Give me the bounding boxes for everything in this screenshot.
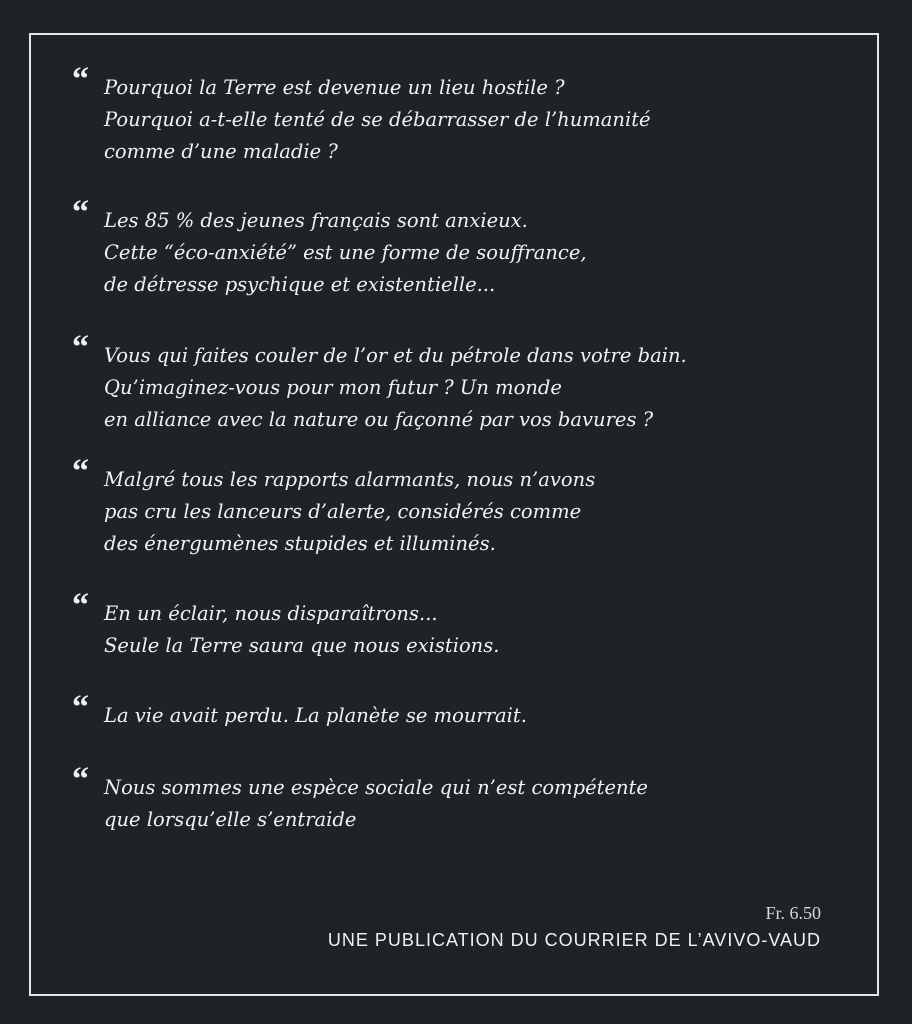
quote-6 <box>72 689 852 732</box>
quote-2 <box>72 194 852 301</box>
quote-line: que lorsqu’elle s’entraide <box>104 808 357 831</box>
quote-mark: “ <box>72 587 89 624</box>
quote-line: en alliance avec la nature ou façonné par vos bavures ? <box>104 408 654 431</box>
quote-line: Pourquoi a-t-elle tenté de se débarrasser de l’humanité <box>104 108 651 131</box>
quote-line: de détresse psychique et existentielle... <box>104 273 496 296</box>
quote-line: comme d’une maladie ? <box>104 140 338 163</box>
quote-mark: “ <box>72 453 89 490</box>
quote-line: pas cru les lanceurs d’alerte, considérés comme <box>104 500 582 523</box>
quote-line: Vous qui faites couler de l’or et du pétrole dans votre bain. <box>104 344 687 367</box>
quote-mark: “ <box>72 61 89 98</box>
quote-line: Nous sommes une espèce sociale qui n’est compétente <box>104 776 648 799</box>
quote-line: des énergumènes stupides et illuminés. <box>104 532 496 555</box>
quote-mark: “ <box>72 194 89 231</box>
quote-1 <box>72 61 852 168</box>
price: Fr. 6.50 <box>765 903 821 923</box>
quote-5 <box>72 587 852 662</box>
quote-mark: “ <box>72 761 89 798</box>
quote-line: Seule la Terre saura que nous existions. <box>104 634 500 657</box>
quote-line: Pourquoi la Terre est devenue un lieu hostile ? <box>104 76 565 99</box>
quote-line: En un éclair, nous disparaîtrons... <box>104 602 438 625</box>
quote-line: Malgré tous les rapports alarmants, nous n’avons <box>104 468 596 491</box>
publisher-line: UNE PUBLICATION DU COURRIER DE L’AVIVO-VAUD <box>327 930 821 950</box>
quote-7 <box>72 761 852 836</box>
quote-mark: “ <box>72 689 89 726</box>
quote-mark: “ <box>72 329 89 366</box>
quote-line: Les 85 % des jeunes français sont anxieux. <box>104 209 528 232</box>
quote-line: La vie avait perdu. La planète se mourrait. <box>104 704 527 727</box>
quote-line: Qu’imaginez-vous pour mon futur ? Un monde <box>104 376 562 399</box>
quote-line: Cette “éco-anxiété” est une forme de souffrance, <box>104 241 587 264</box>
quote-3 <box>72 329 852 436</box>
quote-4 <box>72 453 852 560</box>
